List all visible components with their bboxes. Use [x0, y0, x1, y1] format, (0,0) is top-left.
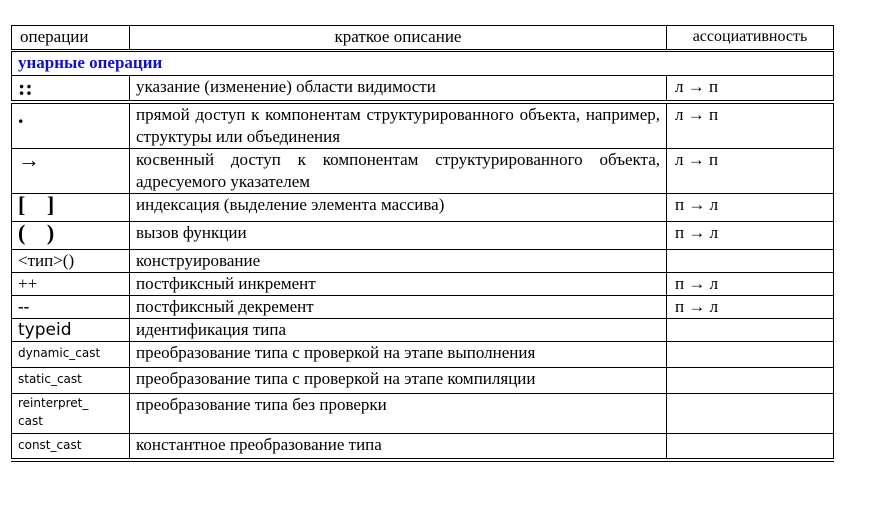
table-row — [12, 342, 834, 368]
table-row — [12, 368, 834, 394]
assoc-cell: л → п — [667, 76, 834, 103]
table-header-row — [12, 26, 834, 51]
op-cell: <тип>() — [12, 250, 130, 273]
desc-cell: преобразование типа без проверки — [130, 394, 667, 434]
desc-cell: постфиксный декремент — [130, 296, 667, 319]
assoc-cell: п → л — [667, 273, 834, 296]
assoc-cell — [667, 434, 834, 460]
desc-cell: идентификация типа — [130, 319, 667, 342]
assoc-cell — [667, 394, 834, 434]
op-cell: dynamic_cast — [12, 342, 130, 368]
op-cell: typeid — [12, 319, 130, 342]
op-cell: → — [12, 149, 130, 194]
desc-cell: вызов функции — [130, 222, 667, 250]
desc-cell: конструирование — [130, 250, 667, 273]
assoc-cell — [667, 319, 834, 342]
desc-cell: преобразование типа с проверкой на этапе компиляции — [130, 368, 667, 394]
op-cell: ++ — [12, 273, 130, 296]
header-associativity: ассоциативность — [667, 26, 834, 51]
table-row — [12, 434, 834, 460]
table-row — [12, 76, 834, 103]
assoc-cell: п → л — [667, 222, 834, 250]
op-cell: [ ] — [12, 194, 130, 222]
table-row — [12, 102, 834, 149]
op-cell: . — [12, 102, 130, 149]
desc-cell: постфиксный инкремент — [130, 273, 667, 296]
table-row — [12, 222, 834, 250]
table-row — [12, 194, 834, 222]
op-cell: static_cast — [12, 368, 130, 394]
header-operations: операции — [12, 26, 130, 51]
table-row — [12, 296, 834, 319]
assoc-cell: л → п — [667, 149, 834, 194]
table-row — [12, 319, 834, 342]
op-cell: -- — [12, 296, 130, 319]
operations-table — [11, 25, 834, 462]
section-row — [12, 51, 834, 76]
assoc-cell — [667, 368, 834, 394]
assoc-cell: л → п — [667, 102, 834, 149]
table-row — [12, 149, 834, 194]
assoc-cell — [667, 342, 834, 368]
desc-cell: константное преобразование типа — [130, 434, 667, 460]
assoc-cell — [667, 250, 834, 273]
op-cell: ( ) — [12, 222, 130, 250]
table-row — [12, 394, 834, 434]
assoc-cell: п → л — [667, 194, 834, 222]
assoc-cell: п → л — [667, 296, 834, 319]
op-cell: reinterpret_ cast — [12, 394, 130, 434]
header-description: краткое описание — [130, 26, 667, 51]
desc-cell: указание (изменение) области видимости — [130, 76, 667, 103]
desc-cell: индексация (выделение элемента массива) — [130, 194, 667, 222]
op-cell: :: — [12, 76, 130, 103]
section-title: унарные операции — [12, 51, 834, 76]
desc-cell: преобразование типа с проверкой на этапе выполнения — [130, 342, 667, 368]
table-row — [12, 273, 834, 296]
desc-cell: косвенный доступ к компонентам структурированного объекта, адресуемого указателем — [130, 149, 667, 194]
desc-cell: прямой доступ к компонентам структурированного объекта, например, структуры или объединения — [130, 102, 667, 149]
table-row — [12, 250, 834, 273]
op-cell: const_cast — [12, 434, 130, 460]
